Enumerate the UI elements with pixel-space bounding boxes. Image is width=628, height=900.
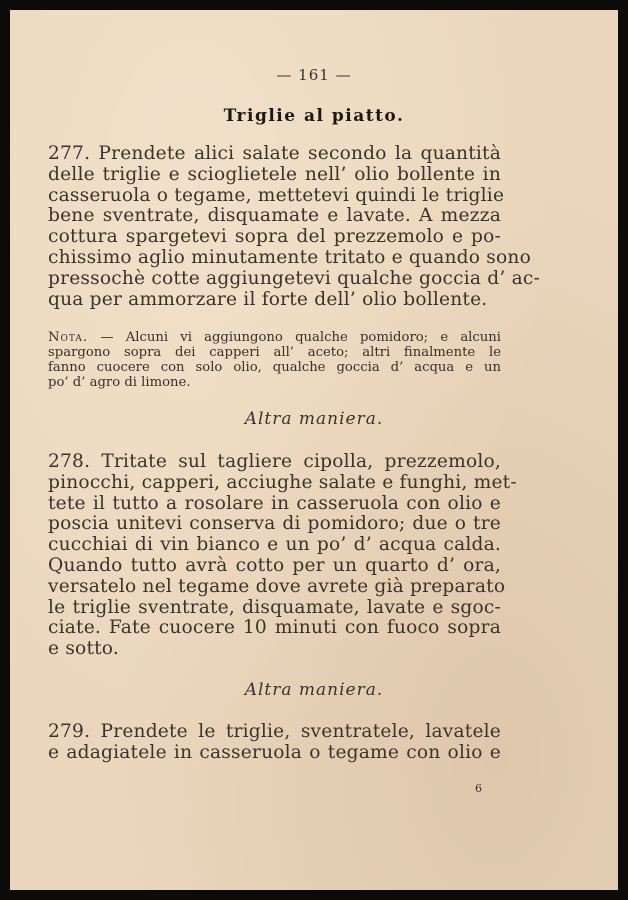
text-line: e adagiatele in casseruola o tegame con olio e	[48, 741, 501, 763]
text-line	[48, 330, 501, 345]
text-line: e sotto.	[48, 638, 119, 660]
text-line: cucchiai di vin bianco e un po’ d’ acqua calda.	[48, 534, 501, 556]
text-line: ciate. Fate cuocere 10 minuti con fuoco sopra	[48, 617, 501, 639]
text-line: versatelo nel tegame dove avrete già preparato	[48, 575, 506, 597]
text-line: le triglie sventrate, disquamate, lavate e sgoc-	[48, 596, 501, 618]
text-line: 279. Prendete le triglie, sventratele, lavatele	[48, 721, 501, 742]
recipe-title: Triglie al piatto.	[223, 106, 405, 126]
text-line: delle triglie e scioglietele nell’ olio bollente in	[48, 163, 501, 185]
text-line: tete il tutto a rosolare in casseruola con olio e	[48, 492, 501, 514]
text-line: fanno cuocere con solo olio, qualche goccia d’ acqua e un	[48, 360, 501, 375]
text-line: Quando tutto avrà cotto per un quarto d’ ora,	[48, 554, 501, 576]
text-line: casseruola o tegame, mettetevi quindi le triglie	[48, 184, 505, 206]
text-line: bene sventrate, disquamate e lavate. A mezza	[48, 205, 501, 227]
book-page	[10, 10, 618, 890]
text-line: qua per ammorzare il forte dell’ olio bollente.	[48, 288, 488, 310]
text-line: cottura spargetevi sopra del prezzemolo e po-	[48, 226, 501, 248]
text-line: 277. Prendete alici salate secondo la quantità	[48, 143, 501, 164]
note-label: Nota.	[48, 330, 89, 345]
note-line-text: — Alcuni vi aggiungono qualche pomidoro; e alcuni	[100, 330, 501, 345]
text-line: pinocchi, capperi, acciughe salate e funghi, met-	[48, 471, 517, 493]
signature-mark: 6	[475, 782, 482, 795]
recipe-277-paragraph	[48, 143, 540, 310]
text-line: pressochè cotte aggiungetevi qualche goccia d’ ac-	[48, 267, 540, 289]
text-line: chissimo aglio minutamente tritato e quando sono	[48, 246, 531, 268]
text-line: 278. Tritate sul tagliere cipolla, prezzemolo,	[48, 451, 501, 472]
text-line: poscia unitevi conserva di pomidoro; due o tre	[48, 513, 501, 535]
recipe-278-paragraph	[48, 451, 517, 660]
text-line: spargono sopra dei capperi all’ aceto; altri finalmente le	[48, 345, 501, 360]
page-number: — 161 —	[276, 66, 352, 84]
subheading-altra-maniera-2: Altra maniera.	[244, 680, 384, 700]
note-paragraph	[48, 330, 501, 390]
subheading-altra-maniera: Altra maniera.	[244, 409, 384, 429]
recipe-279-paragraph	[48, 722, 501, 764]
text-line: po’ d’ agro di limone.	[48, 375, 191, 390]
